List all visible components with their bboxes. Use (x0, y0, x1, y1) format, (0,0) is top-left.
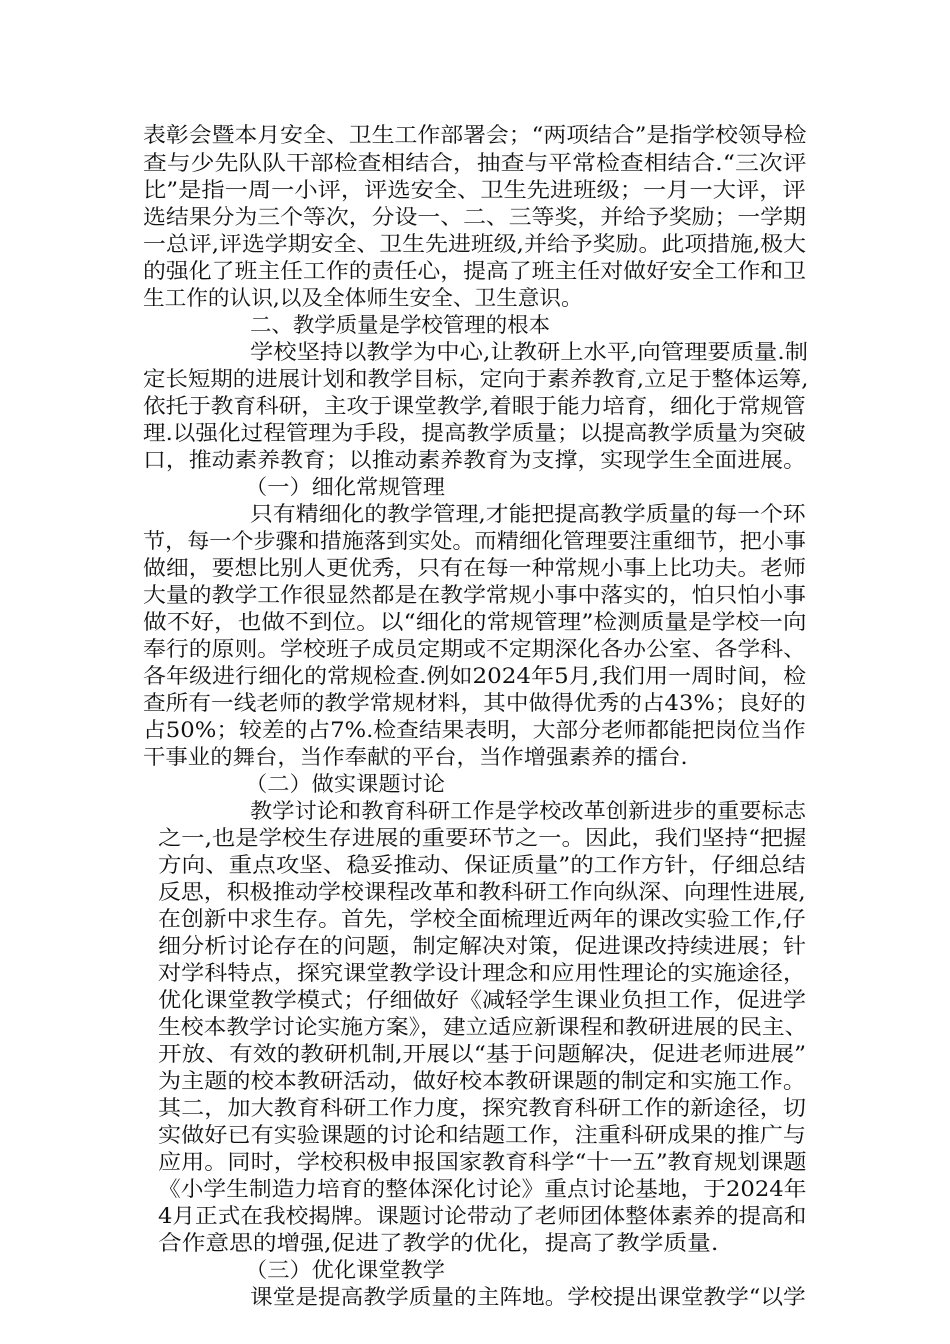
body-text-line: 方向、重点攻坚、稳妥推动、保证质量”的工作方针，仔细总结 (158, 853, 806, 877)
body-text-line: 干事业的舞台，当作奉献的平台，当作增强素养的擂台. (143, 745, 688, 769)
body-text-line: 之一,也是学校生存进展的重要环节之一。因此，我们坚持“把握 (158, 826, 807, 850)
body-text-line: 定长短期的进展计划和教学目标，定向于素养教育,立足于整体运筹, (143, 367, 809, 391)
body-text-line: 实做好已有实验课题的讨论和结题工作，注重科研成果的推广与 (158, 1123, 806, 1147)
body-text-line: 学校坚持以教学为中心,让教研上水平,向管理要质量.制 (250, 340, 809, 364)
body-text-line: 只有精细化的教学管理,才能把提高教学质量的每一个环 (250, 502, 806, 526)
body-text-line: 查与少先队队干部检查相结合，抽查与平常检查相结合.“三次评 (143, 151, 807, 175)
body-text-line: 反思，积极推动学校课程改革和教科研工作向纵深、向理性进展, (158, 880, 806, 904)
body-text-line: 口，推动素养教育；以推动素养教育为支撑，实现学生全面进展。 (143, 448, 806, 472)
body-text-line: 细分析讨论存在的问题，制定解决对策，促进课改持续进展；针 (158, 934, 806, 958)
body-text-line: 比”是指一周一小评，评选安全、卫生先进班级；一月一大评，评 (143, 178, 806, 202)
body-text-line: 理.以强化过程管理为手段，提高教学质量；以提高教学质量为突破 (143, 421, 806, 445)
subsection-heading: （二）做实课题讨论 (245, 772, 445, 796)
body-text-line: 奉行的原则。学校班子成员定期或不定期深化各办公室、各学科、 (143, 637, 806, 661)
body-text-line: 合作意思的增强,促进了教学的优化，提高了教学质量. (158, 1231, 719, 1255)
section-heading: 二、教学质量是学校管理的根本 (250, 313, 550, 337)
body-text-line: 占50%；较差的占7%.检查结果表明，大部分老师都能把岗位当作 (143, 718, 806, 742)
body-text-line: 节，每一个步骤和措施落到实处。而精细化管理要注重细节，把小事 (143, 529, 806, 553)
body-text-line: 开放、有效的教研机制,开展以“基于问题解决，促进老师进展” (158, 1042, 807, 1066)
body-text-line: 查所有一线老师的教学常规材料，其中做得优秀的占43%；良好的 (143, 691, 806, 715)
body-text-line: 对学科特点，探究课堂教学设计理念和应用性理论的实施途径， (158, 961, 806, 985)
body-text-line: 大量的教学工作很显然都是在教学常规小事中落实的，怕只怕小事 (143, 583, 806, 607)
subsection-heading: （一）细化常规管理 (245, 475, 445, 499)
body-text-line: 教学讨论和教育科研工作是学校改革创新进步的重要标志 (250, 799, 806, 823)
body-text-line: 做不好，也做不到位。以“细化的常规管理”检测质量是学校一向 (143, 610, 807, 634)
body-text-line: 4月正式在我校揭牌。课题讨论带动了老师团体整体素养的提高和 (158, 1204, 807, 1228)
body-text-line: 《小学生制造力培育的整体深化讨论》重点讨论基地，于2024年 (158, 1177, 807, 1201)
body-text-line: 生工作的认识,以及全体师生安全、卫生意识。 (143, 286, 583, 310)
body-text-line: 应用。同时，学校积极申报国家教育科学“十一五”教育规划课题 (158, 1150, 807, 1174)
body-text-line: 在创新中求生存。首先，学校全面梳理近两年的课改实验工作,仔 (158, 907, 806, 931)
body-text-line: 选结果分为三个等次，分设一、二、三等奖，并给予奖励；一学期 (143, 205, 806, 229)
body-text-line: 表彰会暨本月安全、卫生工作部署会；“两项结合”是指学校领导检 (143, 123, 807, 147)
subsection-heading: （三）优化课堂教学 (245, 1258, 445, 1282)
body-text-line: 各年级进行细化的常规检查.例如2024年5月,我们用一周时间，检 (143, 664, 807, 688)
body-text-line: 依托于教育科研，主攻于课堂教学,着眼于能力培育，细化于常规管 (143, 394, 806, 418)
body-text-line: 为主题的校本教研活动，做好校本教研课题的制定和实施工作。 (158, 1069, 806, 1093)
body-text-line: 一总评,评选学期安全、卫生先进班级,并给予奖励。此项措施,极大 (143, 232, 807, 256)
body-text-line: 其二，加大教育科研工作力度，探究教育科研工作的新途径，切 (158, 1096, 806, 1120)
body-text-line: 生校本教学讨论实施方案》，建立适应新课程和教研进展的民主、 (158, 1015, 808, 1039)
body-text-line: 课堂是提高教学质量的主阵地。学校提出课堂教学“以学 (250, 1285, 806, 1309)
body-text-line: 做细，要想比别人更优秀，只有在每一种常规小事上比功夫。老师 (143, 556, 806, 580)
body-text-line: 的强化了班主任工作的责任心，提高了班主任对做好安全工作和卫 (143, 259, 806, 283)
body-text-line: 优化课堂教学模式；仔细做好《减轻学生课业负担工作，促进学 (158, 988, 806, 1012)
